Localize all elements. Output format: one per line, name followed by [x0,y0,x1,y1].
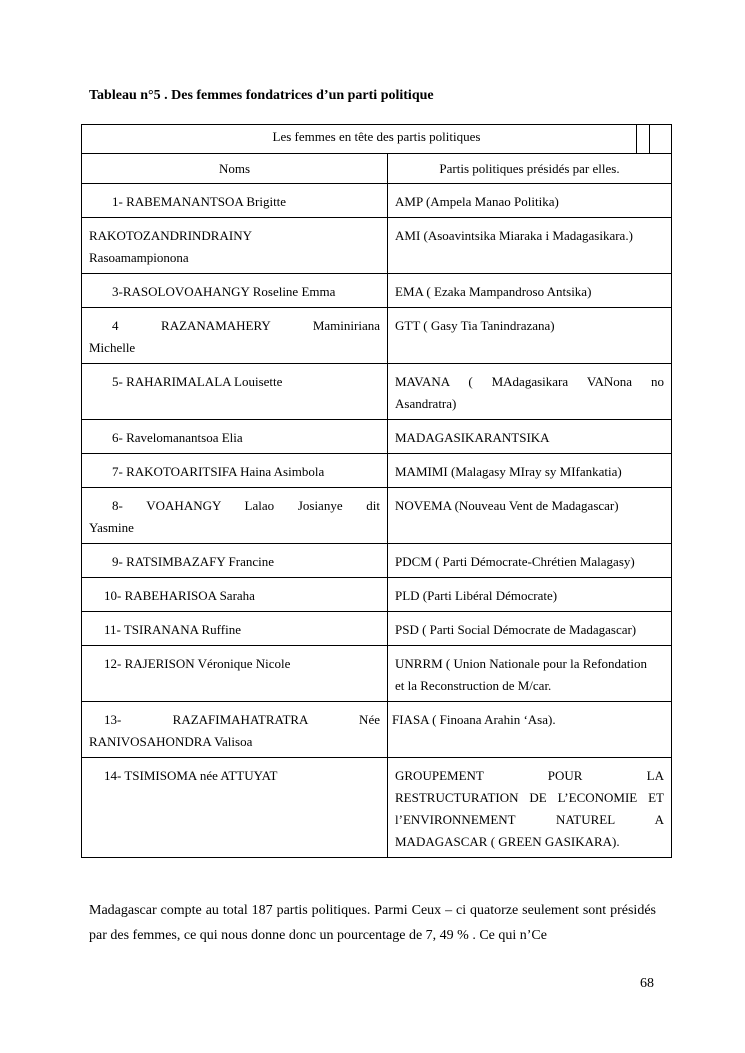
name-cell [82,218,388,274]
name-cell: 6- Ravelomanantsoa Elia [82,420,388,454]
party-cell [388,646,672,702]
party-cell [388,364,672,420]
party-cell: FIASA ( Finoana Arahin ‘Asa). [388,702,672,758]
table-row [82,702,672,758]
name-cell: 1- RABEMANANTSOA Brigitte [82,184,388,218]
body-paragraph: Madagascar compte au total 187 partis politiques. Parmi Ceux – ci quatorze seulement sont présidés par des femmes, ce qui nous donne donc un pourcentage de 7, 49 % . Ce qui n’Ce [89,903,656,943]
party-line: et la Reconstruction de M/car. [395,678,552,693]
table-side-cell [636,124,650,154]
party-cell: MAMIMI (Malagasy MIray sy MIfankatia) [388,454,672,488]
name-line: 8- VOAHANGY Lalao Josianye dit [112,498,380,513]
table-row [82,274,672,308]
name-cell: 10- RABEHARISOA Saraha [82,578,388,612]
table-row [82,544,672,578]
table-row [82,488,672,544]
table-header: Les femmes en tête des partis politiques [82,125,672,154]
table-row [82,454,672,488]
party-cell: PLD (Parti Libéral Démocrate) [388,578,672,612]
table-row [82,184,672,218]
party-line: l’ENVIRONNEMENT NATUREL A [395,812,664,827]
party-line: Asandratra) [395,396,457,411]
table-row [82,646,672,702]
table-row [82,420,672,454]
party-cell: GTT ( Gasy Tia Tanindrazana) [388,308,672,364]
name-line: RAKOTOZANDRINDRAINY [89,228,252,243]
name-cell: 9- RATSIMBAZAFY Francine [82,544,388,578]
party-cell: PDCM ( Parti Démocrate-Chrétien Malagasy) [388,544,672,578]
party-cell [388,758,672,858]
name-cell [82,308,388,364]
table-row [82,308,672,364]
name-line: Michelle [89,340,136,355]
name-cell [82,488,388,544]
table-row [82,218,672,274]
name-line: Rasoamampionona [89,250,189,265]
table-row [82,364,672,420]
column-header-parties: Partis politiques présidés par elles. [388,154,672,184]
table-row [82,612,672,646]
table-caption: Tableau n°5 . Des femmes fondatrices d’un parti politique [89,88,434,103]
party-cell: EMA ( Ezaka Mampandroso Antsika) [388,274,672,308]
party-cell: PSD ( Parti Social Démocrate de Madagascar) [388,612,672,646]
party-cell: MADAGASIKARANTSIKA [388,420,672,454]
women-parties-table [81,124,672,858]
party-line: MADAGASCAR ( GREEN GASIKARA). [395,834,620,849]
name-cell: 12- RAJERISON Véronique Nicole [82,646,388,702]
name-cell: 14- TSIMISOMA née ATTUYAT [82,758,388,858]
party-line: RESTRUCTURATION DE L’ECONOMIE ET [395,790,664,805]
table-row [82,758,672,858]
name-cell: 7- RAKOTOARITSIFA Haina Asimbola [82,454,388,488]
name-line: RANIVOSAHONDRA Valisoa [89,734,253,749]
name-cell: 5- RAHARIMALALA Louisette [82,364,388,420]
party-cell: AMP (Ampela Manao Politika) [388,184,672,218]
party-line: UNRRM ( Union Nationale pour la Refondation [395,656,648,671]
page-number: 68 [640,976,654,991]
name-cell: 3-RASOLOVOAHANGY Roseline Emma [82,274,388,308]
column-headers [82,154,672,184]
table-header-row [82,125,672,154]
party-cell: AMI (Asoavintsika Miaraka i Madagasikara.) [388,218,672,274]
name-line: 4 RAZANAMAHERY Maminiriana [112,318,380,333]
column-header-names: Noms [82,154,388,184]
name-cell [82,702,388,758]
party-line: GROUPEMENT POUR LA [395,768,664,783]
party-cell: NOVEMA (Nouveau Vent de Madagascar) [388,488,672,544]
name-cell: 11- TSIRANANA Ruffine [82,612,388,646]
party-line: MAVANA ( MAdagasikara VANona no [395,374,664,389]
name-line: Yasmine [89,520,134,535]
name-line: 13- RAZAFIMAHATRATRA Née [104,712,380,727]
table-row [82,578,672,612]
